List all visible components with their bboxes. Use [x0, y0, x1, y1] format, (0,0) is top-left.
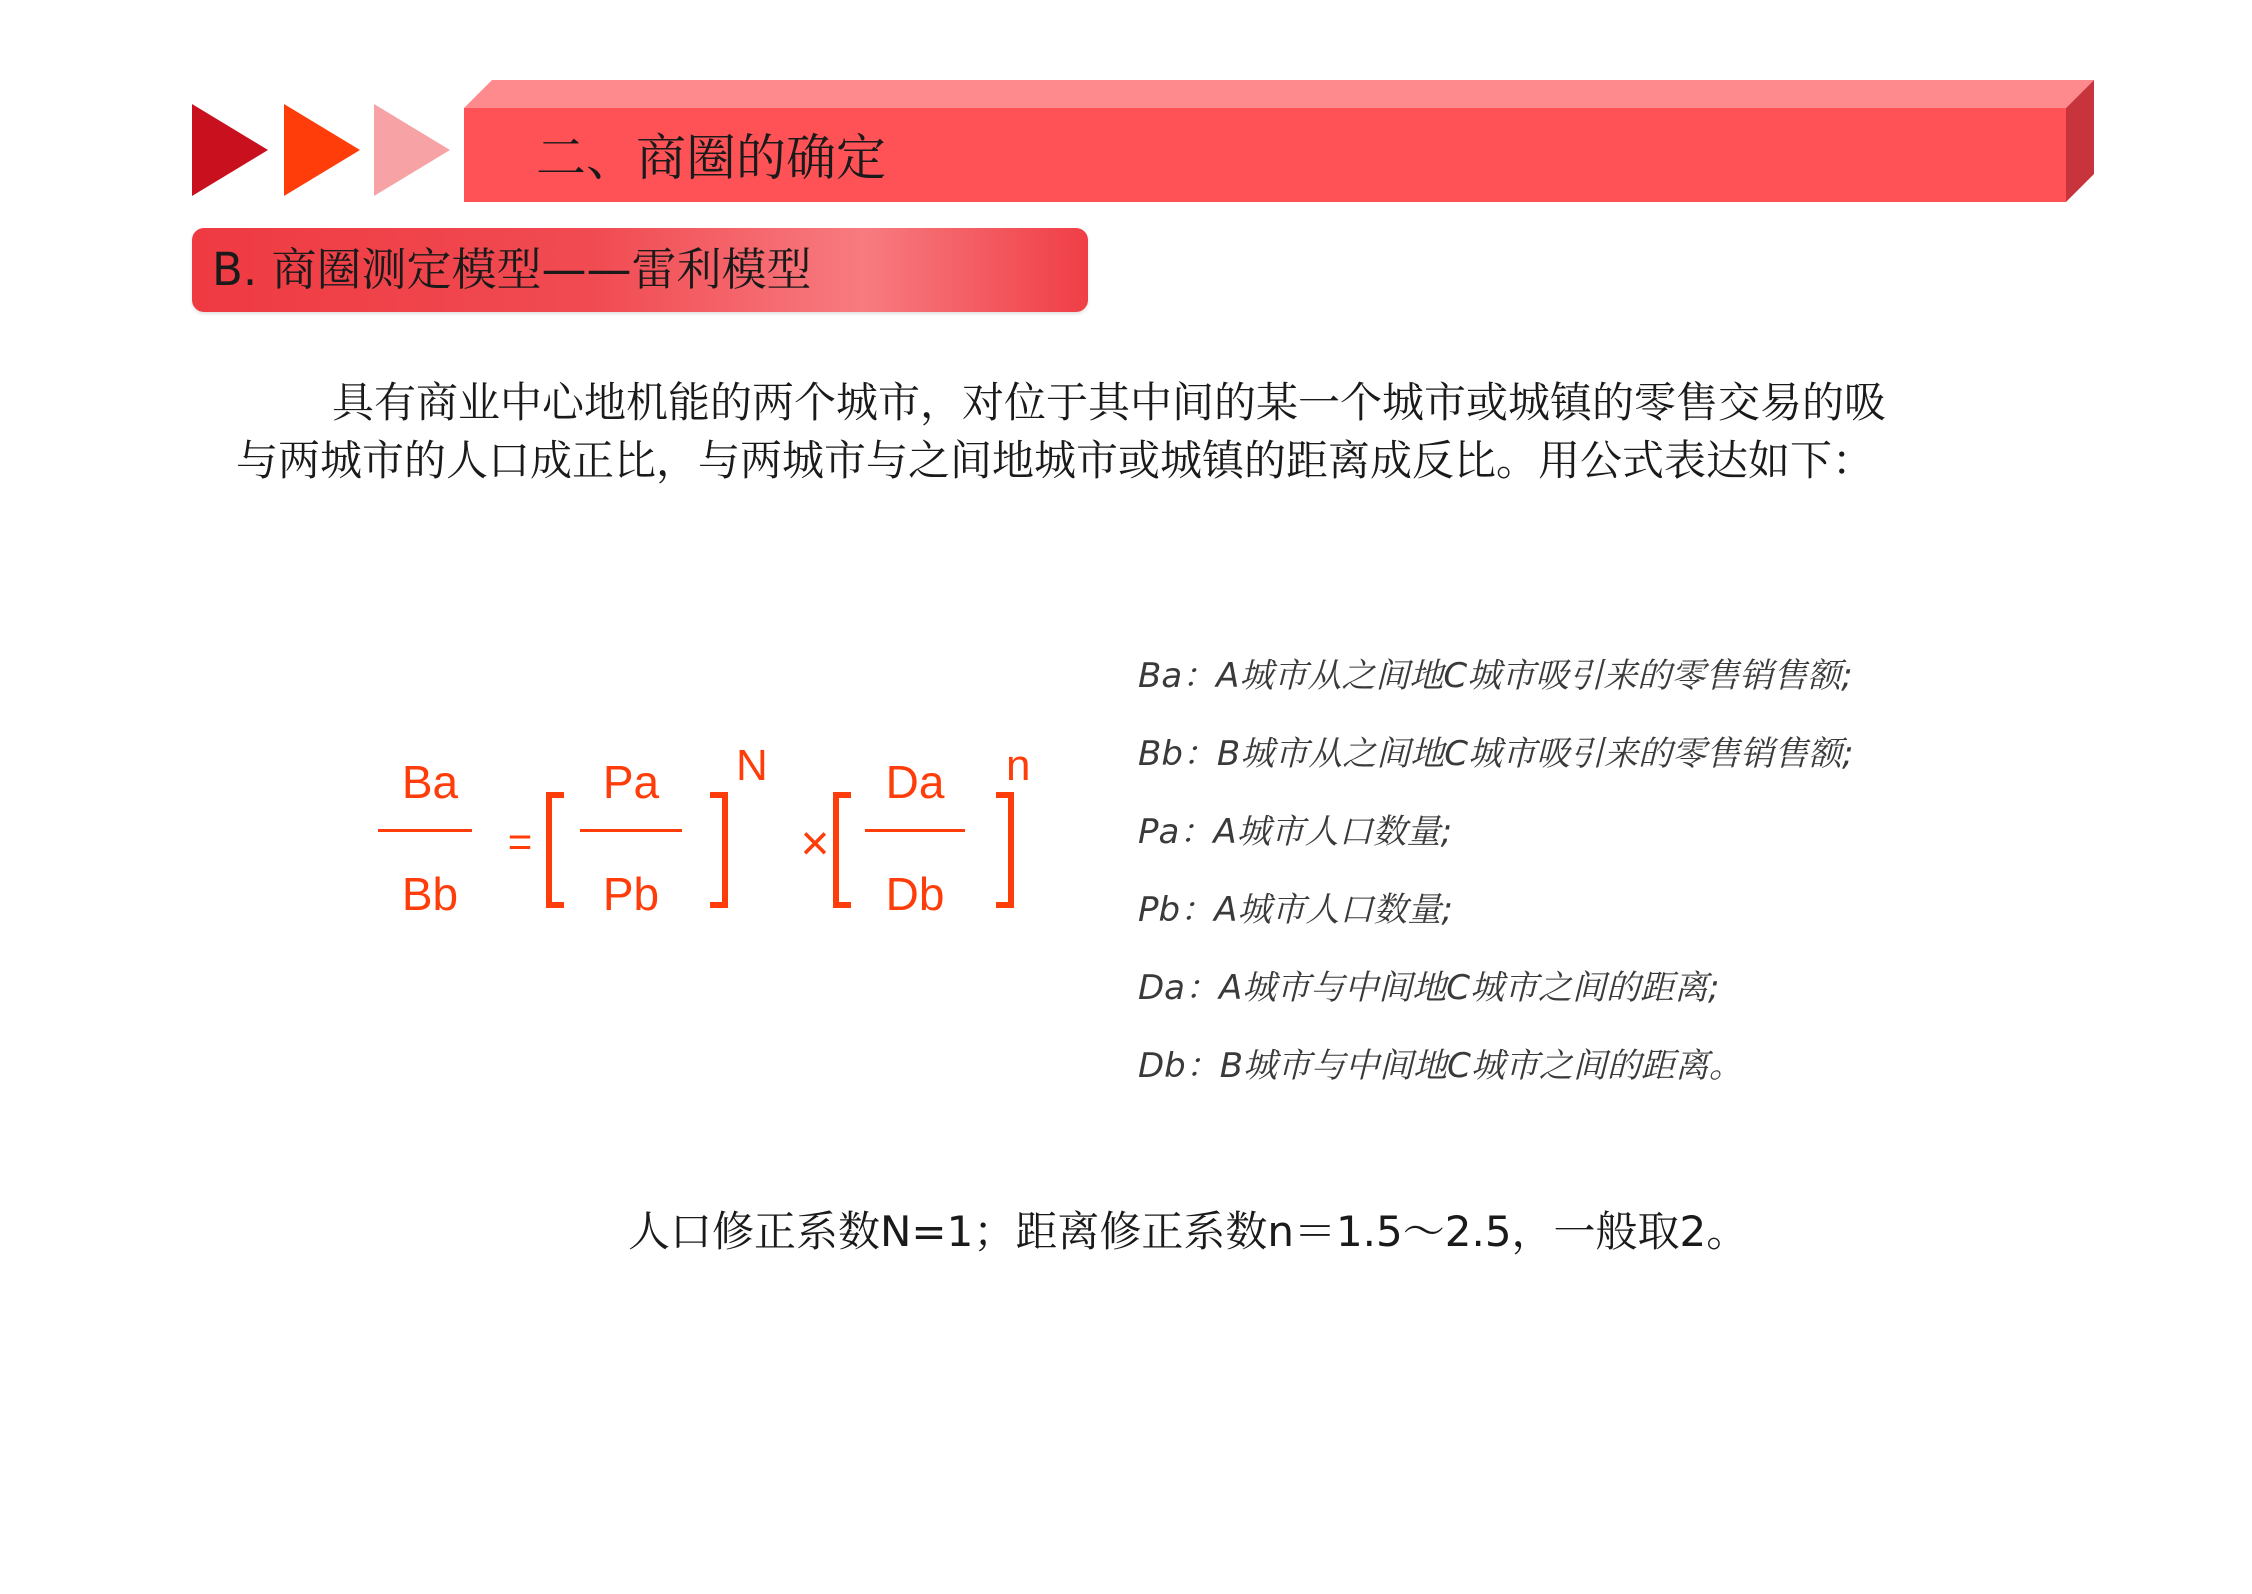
formula-p-bar [580, 829, 682, 832]
section-subtitle-text: B. 商圈测定模型——雷利模型 [212, 243, 812, 296]
coefficient-note: 人口修正系数N=1；距离修正系数n＝1.5～2.5，一般取2。 [628, 1207, 1749, 1256]
definition-pb: Pb：A城市人口数量; [1138, 890, 1453, 930]
formula-left-bracket-2 [833, 792, 851, 908]
reilly-formula [370, 730, 1050, 930]
formula-d-numerator: Da [885, 756, 945, 808]
variable-definitions [1138, 650, 2138, 1118]
formula-equals: = [507, 818, 533, 865]
formula-right-bracket-2 [996, 792, 1014, 908]
formula-right-bracket-1 [710, 792, 728, 908]
formula-times: × [800, 815, 830, 871]
arrow-light-icon [374, 104, 450, 196]
intro-paragraph [236, 374, 2090, 494]
definition-pa: Pa：A城市人口数量; [1138, 812, 1453, 852]
definition-ba: Ba：A城市从之间地C城市吸引来的零售销售额; [1138, 656, 1853, 696]
definition-bb: Bb：B城市从之间地C城市吸引来的零售销售额; [1138, 734, 1854, 774]
formula-p-exponent: N [736, 741, 768, 790]
intro-paragraph-line-2: 与两城市的人口成正比，与两城市与之间地城市或城镇的距离成反比。用公式表达如下： [236, 436, 1875, 485]
title-banner [464, 80, 2094, 202]
formula-d-bar [865, 829, 965, 832]
formula-left-bracket-1 [546, 792, 564, 908]
formula-p-numerator: Pa [602, 756, 660, 808]
formula-p-denominator: Pb [602, 868, 660, 920]
section-subtitle [192, 228, 1088, 312]
formula-lhs-denominator: Bb [401, 868, 459, 920]
formula-lhs-numerator: Ba [401, 756, 459, 808]
arrow-mid-icon [284, 104, 360, 196]
formula-d-exponent: n [1006, 741, 1031, 790]
formula-lhs-bar [378, 829, 472, 832]
definition-da: Da：A城市与中间地C城市之间的距离; [1138, 968, 1720, 1008]
banner-top-face [464, 80, 2094, 108]
triple-arrow-icon [192, 104, 452, 196]
definition-db: Db：B城市与中间地C城市之间的距离。 [1138, 1046, 1743, 1086]
intro-paragraph-line-1: 具有商业中心地机能的两个城市，对位于其中间的某一个城市或城镇的零售交易的吸 [332, 378, 1887, 427]
page-title: 二、商圈的确定 [536, 129, 886, 187]
arrow-dark-icon [192, 104, 268, 196]
formula-d-denominator: Db [885, 868, 945, 920]
